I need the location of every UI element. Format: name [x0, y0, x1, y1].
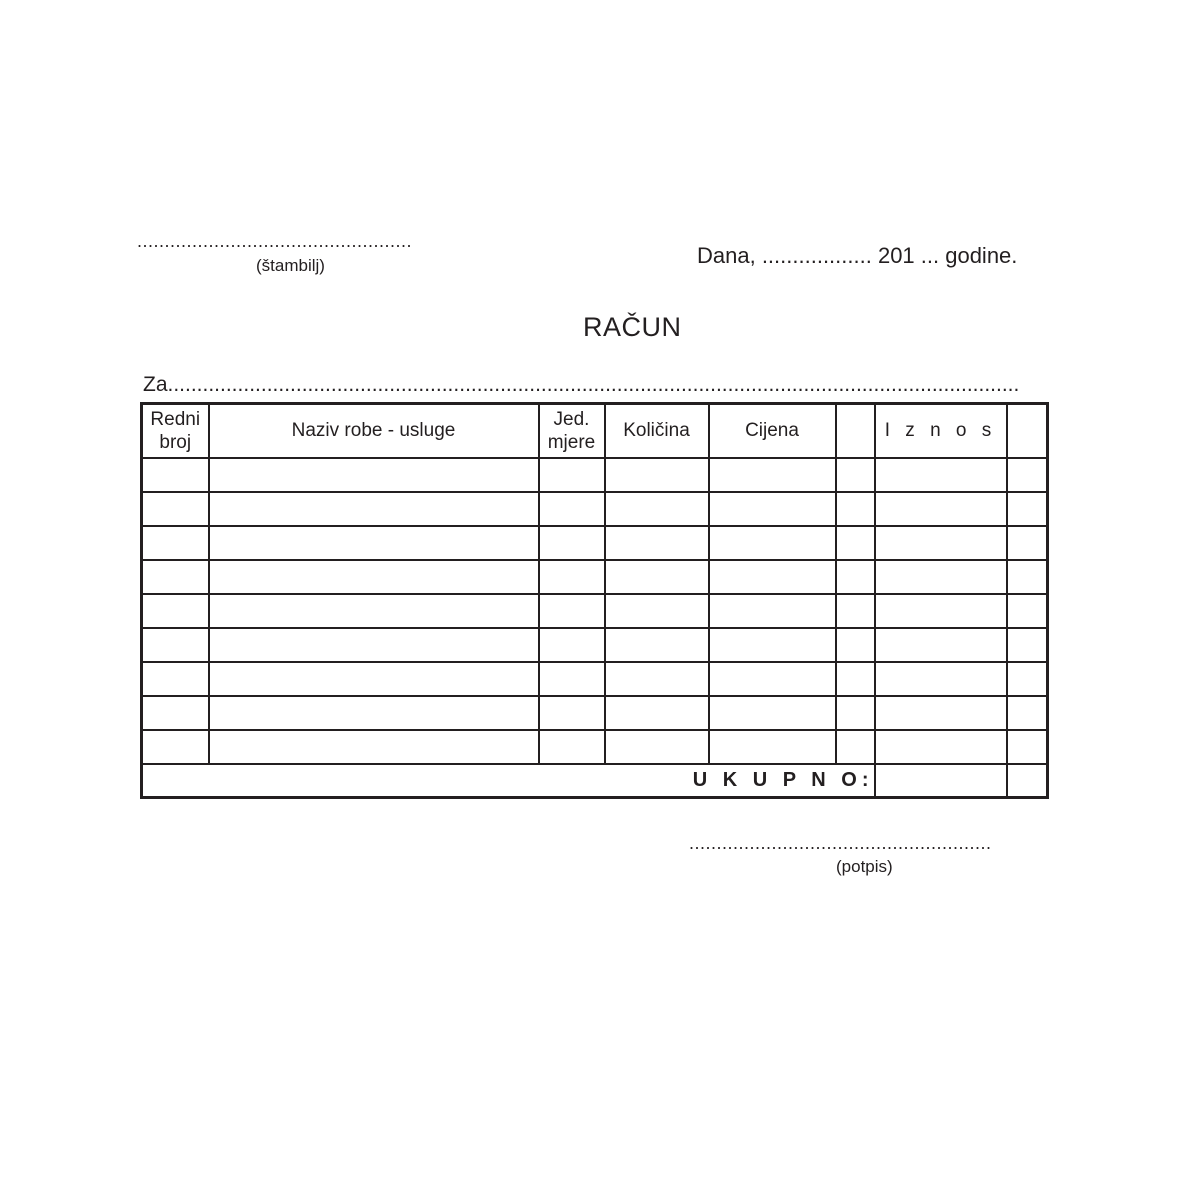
iznos-sub-cell[interactable] — [1007, 594, 1048, 628]
cijena-cell[interactable] — [709, 730, 836, 764]
redni-broj-cell[interactable] — [142, 526, 209, 560]
table-row — [142, 662, 1048, 696]
iznos-cell[interactable] — [875, 458, 1007, 492]
column-header-jed-line2: mjere — [547, 431, 596, 453]
iznos-cell[interactable] — [875, 730, 1007, 764]
redni-broj-cell[interactable] — [142, 662, 209, 696]
stamp-label: (štambilj) — [256, 256, 325, 275]
column-header-iznos-sub — [1007, 404, 1048, 458]
column-header-redni-line1: Redni — [150, 408, 201, 430]
naziv-cell[interactable] — [209, 662, 539, 696]
redni-broj-cell[interactable] — [142, 628, 209, 662]
iznos-sub-cell[interactable] — [1007, 662, 1048, 696]
table-row — [142, 526, 1048, 560]
kolicina-cell[interactable] — [605, 696, 709, 730]
table-row — [142, 560, 1048, 594]
cijena-sub-cell[interactable] — [836, 628, 875, 662]
total-label: U K U P N O: — [142, 764, 875, 798]
cijena-cell[interactable] — [709, 628, 836, 662]
column-header-jed-mjere — [539, 404, 605, 458]
iznos-sub-cell[interactable] — [1007, 560, 1048, 594]
iznos-sub-cell[interactable] — [1007, 458, 1048, 492]
redni-broj-cell[interactable] — [142, 458, 209, 492]
iznos-cell[interactable] — [875, 594, 1007, 628]
cijena-cell[interactable] — [709, 492, 836, 526]
iznos-cell[interactable] — [875, 628, 1007, 662]
table-row — [142, 696, 1048, 730]
iznos-sub-cell[interactable] — [1007, 628, 1048, 662]
table-row — [142, 492, 1048, 526]
kolicina-cell[interactable] — [605, 594, 709, 628]
iznos-cell[interactable] — [875, 526, 1007, 560]
recipient-line: Za.................................................................................................................................................. — [143, 373, 1020, 396]
column-header-cijena-sub — [836, 404, 875, 458]
signature-line: ....................................................... — [689, 833, 992, 853]
iznos-sub-cell[interactable] — [1007, 696, 1048, 730]
naziv-cell[interactable] — [209, 560, 539, 594]
cijena-sub-cell[interactable] — [836, 662, 875, 696]
naziv-cell[interactable] — [209, 458, 539, 492]
column-header-iznos: I z n o s — [875, 404, 1007, 458]
jed-mjere-cell[interactable] — [539, 594, 605, 628]
column-header-naziv: Naziv robe - usluge — [209, 404, 539, 458]
kolicina-cell[interactable] — [605, 458, 709, 492]
column-header-jed-line1: Jed. — [553, 408, 590, 430]
table-header-row — [142, 404, 1048, 458]
column-header-cijena: Cijena — [709, 404, 836, 458]
naziv-cell[interactable] — [209, 492, 539, 526]
cijena-cell[interactable] — [709, 594, 836, 628]
redni-broj-cell[interactable] — [142, 696, 209, 730]
redni-broj-cell[interactable] — [142, 560, 209, 594]
iznos-sub-cell[interactable] — [1007, 492, 1048, 526]
cijena-sub-cell[interactable] — [836, 526, 875, 560]
iznos-cell[interactable] — [875, 492, 1007, 526]
jed-mjere-cell[interactable] — [539, 730, 605, 764]
naziv-cell[interactable] — [209, 526, 539, 560]
kolicina-cell[interactable] — [605, 628, 709, 662]
kolicina-cell[interactable] — [605, 730, 709, 764]
column-header-redni-broj — [142, 404, 209, 458]
document-title: RAČUN — [583, 312, 682, 342]
iznos-cell[interactable] — [875, 560, 1007, 594]
stamp-line: .................................................. — [137, 231, 413, 251]
table-row — [142, 594, 1048, 628]
cijena-sub-cell[interactable] — [836, 730, 875, 764]
iznos-cell[interactable] — [875, 662, 1007, 696]
jed-mjere-cell[interactable] — [539, 526, 605, 560]
table-row — [142, 730, 1048, 764]
naziv-cell[interactable] — [209, 696, 539, 730]
jed-mjere-cell[interactable] — [539, 696, 605, 730]
jed-mjere-cell[interactable] — [539, 492, 605, 526]
jed-mjere-cell[interactable] — [539, 458, 605, 492]
kolicina-cell[interactable] — [605, 560, 709, 594]
cijena-sub-cell[interactable] — [836, 696, 875, 730]
jed-mjere-cell[interactable] — [539, 560, 605, 594]
date-line: Dana, .................. 201 ... godine. — [697, 243, 1018, 268]
cijena-sub-cell[interactable] — [836, 492, 875, 526]
naziv-cell[interactable] — [209, 628, 539, 662]
iznos-sub-cell[interactable] — [1007, 730, 1048, 764]
cijena-cell[interactable] — [709, 662, 836, 696]
iznos-sub-cell[interactable] — [1007, 526, 1048, 560]
redni-broj-cell[interactable] — [142, 594, 209, 628]
naziv-cell[interactable] — [209, 730, 539, 764]
cijena-cell[interactable] — [709, 696, 836, 730]
kolicina-cell[interactable] — [605, 662, 709, 696]
cijena-sub-cell[interactable] — [836, 560, 875, 594]
kolicina-cell[interactable] — [605, 526, 709, 560]
signature-label: (potpis) — [836, 857, 893, 876]
cijena-cell[interactable] — [709, 526, 836, 560]
invoice-table — [140, 402, 1049, 799]
kolicina-cell[interactable] — [605, 492, 709, 526]
cijena-sub-cell[interactable] — [836, 458, 875, 492]
jed-mjere-cell[interactable] — [539, 662, 605, 696]
table-row — [142, 628, 1048, 662]
jed-mjere-cell[interactable] — [539, 628, 605, 662]
column-header-kolicina: Količina — [605, 404, 709, 458]
redni-broj-cell[interactable] — [142, 492, 209, 526]
cijena-cell[interactable] — [709, 458, 836, 492]
total-amount-cell[interactable] — [875, 764, 1007, 798]
total-row — [142, 764, 1048, 798]
column-header-redni-line2: broj — [159, 431, 192, 453]
table-row — [142, 458, 1048, 492]
cijena-sub-cell[interactable] — [836, 594, 875, 628]
redni-broj-cell[interactable] — [142, 730, 209, 764]
iznos-cell[interactable] — [875, 696, 1007, 730]
total-amount-sub-cell[interactable] — [1007, 764, 1048, 798]
cijena-cell[interactable] — [709, 560, 836, 594]
naziv-cell[interactable] — [209, 594, 539, 628]
